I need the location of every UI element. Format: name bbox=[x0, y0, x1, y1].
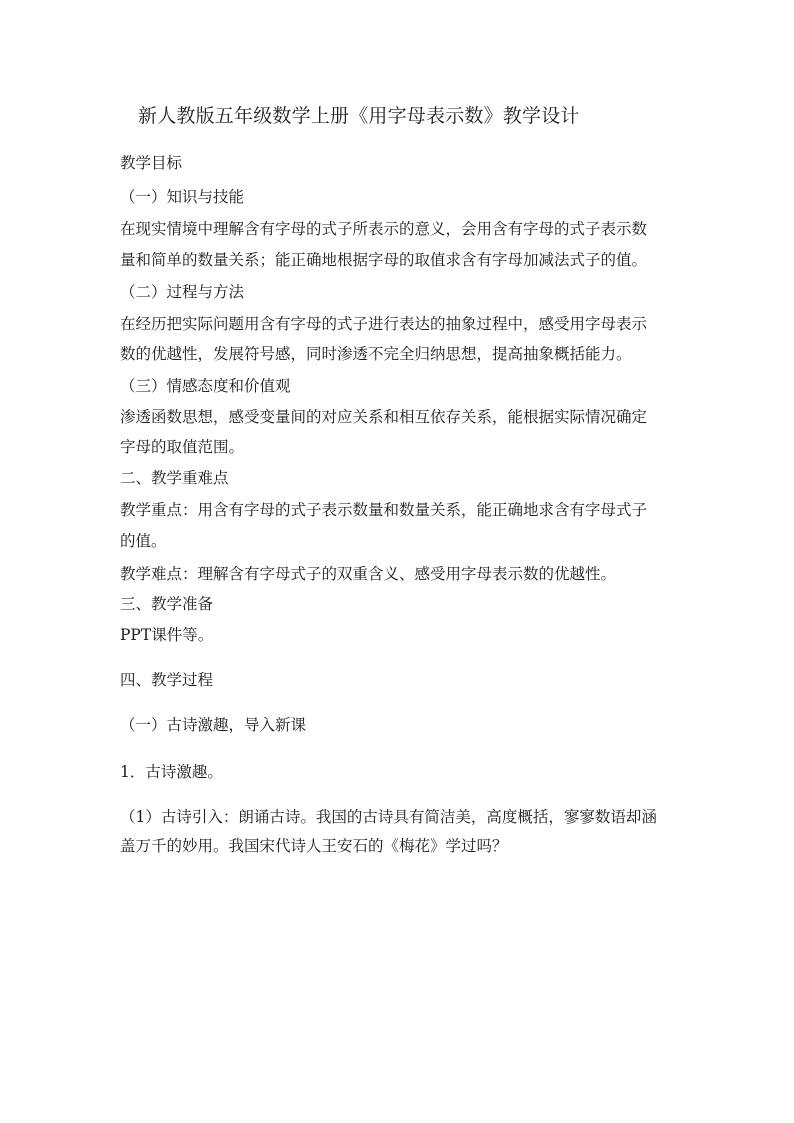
paragraph-line: 教学难点：理解含有字母式子的双重含义、感受用字母表示数的优越性。 bbox=[120, 565, 617, 583]
paragraph-line: 量和简单的数量关系；能正确地根据字母的取值求含有字母加减法式子的值。 bbox=[120, 251, 648, 269]
heading-teaching-goals: 教学目标 bbox=[120, 154, 183, 172]
heading-preparation: 三、教学准备 bbox=[120, 595, 214, 613]
paragraph-line: 教学重点：用含有字母的式子表示数量和数量关系，能正确地求含有字母式子 bbox=[120, 501, 648, 519]
subheading-attitude-values: （三）情感态度和价值观 bbox=[120, 377, 291, 395]
subheading-knowledge-skills: （一）知识与技能 bbox=[120, 188, 245, 206]
subheading-process-methods: （二）过程与方法 bbox=[120, 283, 245, 301]
paragraph-line: 数的优越性，发展符号感，同时渗透不完全归纳思想，提高抽象概括能力。 bbox=[120, 345, 632, 363]
heading-teaching-process: 四、教学过程 bbox=[120, 671, 214, 689]
paragraph-line: （1）古诗引入：朗诵古诗。我国的古诗具有简洁美，高度概括，寥寥数语却涵 bbox=[120, 808, 657, 826]
subheading-poem-intro: （一）古诗激趣，导入新课 bbox=[120, 716, 307, 734]
paragraph-line: 在现实情境中理解含有字母的式子所表示的意义，会用含有字母的式子表示数 bbox=[120, 220, 648, 238]
list-item: 1．古诗激趣。 bbox=[120, 763, 223, 781]
paragraph-line: 的值。 bbox=[120, 532, 167, 550]
paragraph-line: 字母的取值范围。 bbox=[120, 438, 245, 456]
paragraph-line: 渗透函数思想，感受变量间的对应关系和相互依存关系，能根据实际情况确定 bbox=[120, 408, 648, 426]
paragraph-line: 盖万千的妙用。我国宋代诗人王安石的《梅花》学过吗？ bbox=[120, 837, 508, 855]
paragraph-line: 在经历把实际问题用含有字母的式子进行表达的抽象过程中，感受用字母表示 bbox=[120, 315, 648, 333]
heading-key-difficulties: 二、教学重难点 bbox=[120, 469, 229, 487]
paragraph-line: PPT课件等。 bbox=[120, 626, 214, 644]
document-title: 新人教版五年级数学上册《用字母表示数》教学设计 bbox=[138, 105, 580, 127]
